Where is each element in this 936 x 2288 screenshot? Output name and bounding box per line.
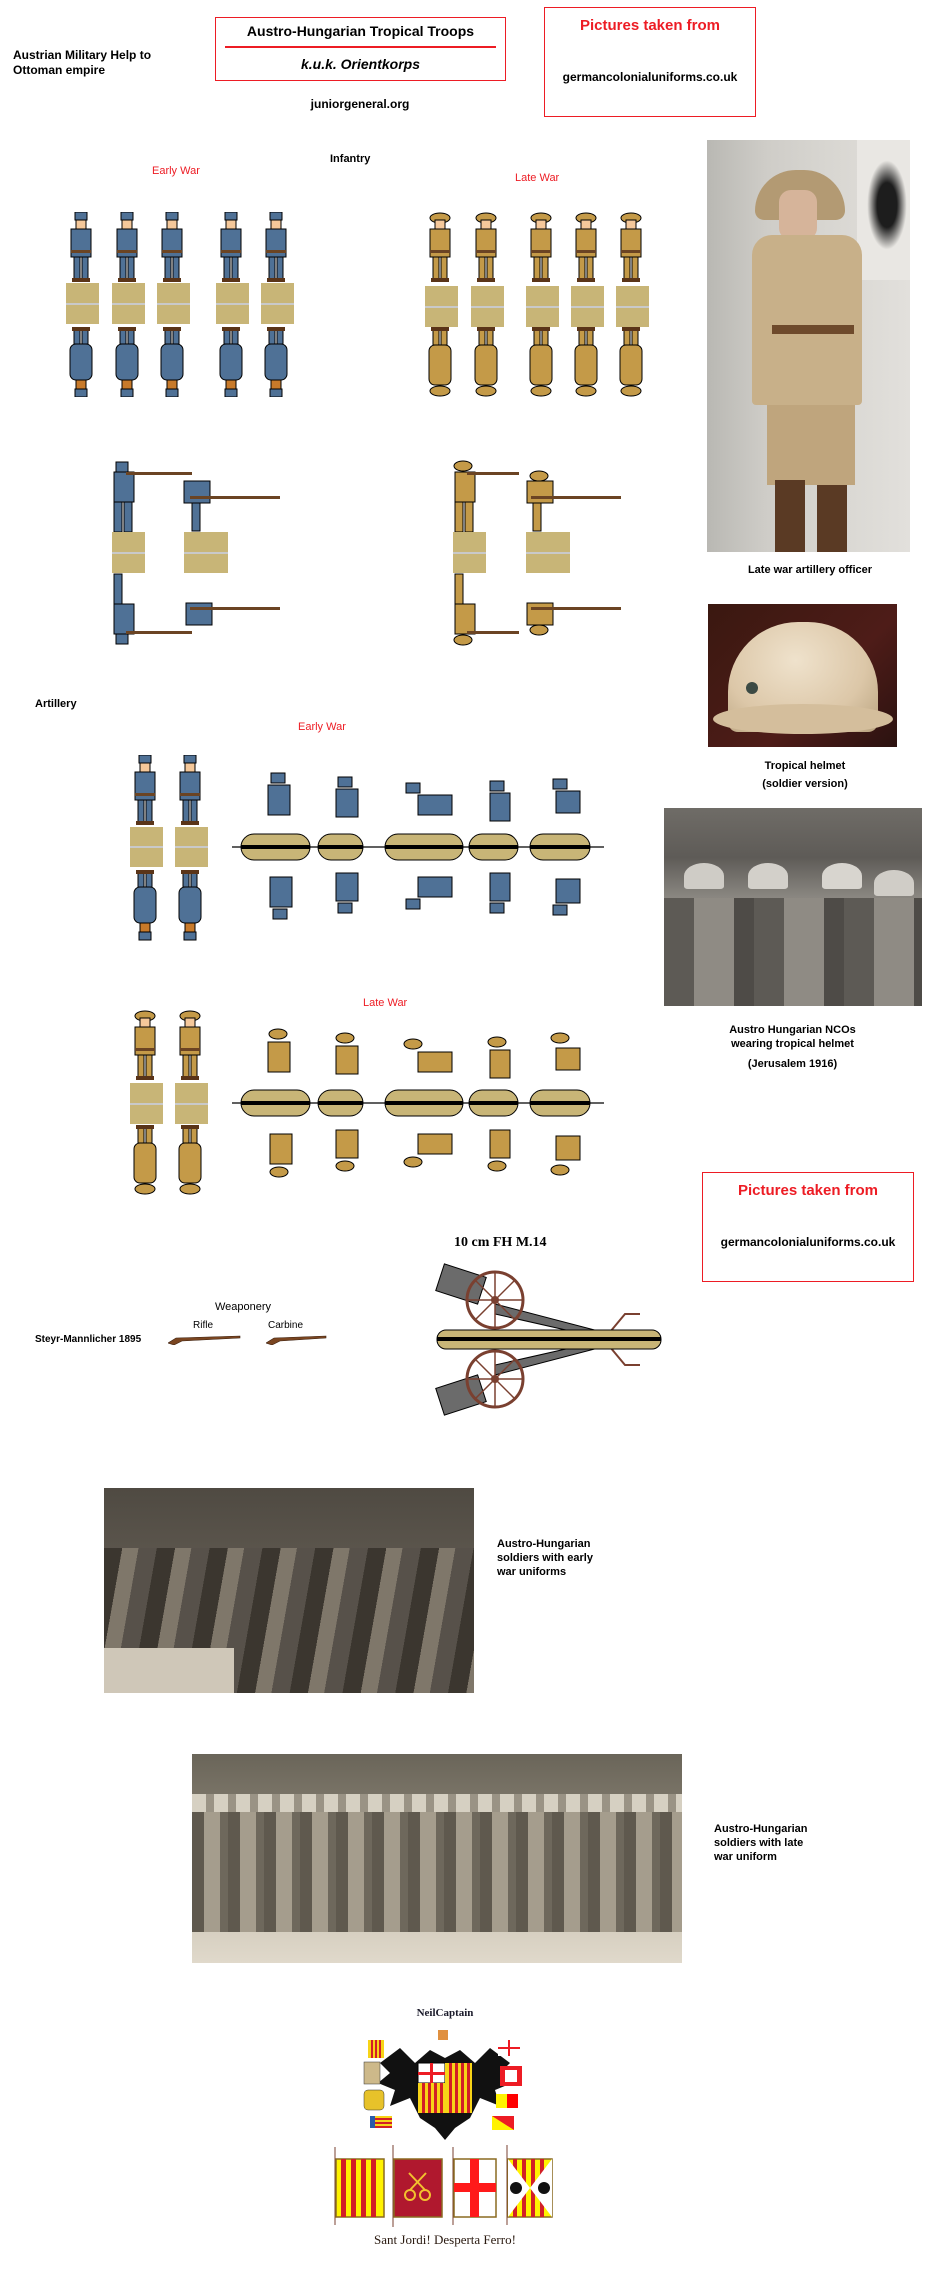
soldiers-shapes (664, 898, 922, 1006)
helmet-badge (746, 682, 758, 694)
road-shape (104, 1648, 234, 1693)
nco-caption-line1: Austro Hungarian NCOs (729, 1024, 856, 1036)
figure-base (112, 283, 145, 324)
figure-base (112, 532, 145, 573)
author-signature: NeilCaptain (416, 2007, 474, 2019)
page-subtitle: k.u.k. Orientkorps (300, 56, 421, 72)
officer-face (779, 190, 817, 240)
page-title: Austro-Hungarian Tropical Troops (246, 23, 475, 39)
site-link[interactable]: juniorgeneral.org (310, 97, 410, 111)
figure-base (157, 283, 190, 324)
helmet-caption-line1: Tropical helmet (764, 760, 846, 772)
early-artillery-crew (128, 755, 608, 945)
nco-caption-line2: wearing tropical helmet (731, 1038, 854, 1050)
figure-base (526, 286, 559, 327)
officer-tunic (752, 235, 862, 405)
rifle-icon (168, 1333, 243, 1345)
late-uniform-photo (192, 1754, 682, 1963)
late-artillery-crew (128, 1010, 608, 1200)
rifle-label: Rifle (193, 1320, 214, 1331)
nco-caption (680, 1023, 905, 1071)
late-caption-line2: soldiers with late (714, 1837, 804, 1849)
early-photo-caption (497, 1537, 637, 1579)
soldiers-row (192, 1812, 682, 1932)
late-caption-line3: war uniform (714, 1851, 777, 1863)
early-firing-figures (110, 458, 290, 648)
figure-base (261, 283, 294, 324)
credit-url[interactable]: germancolonialuniforms.co.uk (562, 70, 738, 84)
early-caption-line3: war uniforms (497, 1566, 567, 1578)
early-infantry-sheet (66, 212, 326, 397)
late-firing-figures (451, 458, 631, 648)
helmet-shape (822, 863, 862, 889)
howitzer-sheet (435, 1252, 665, 1427)
credit-url-2[interactable]: germancolonialuniforms.co.uk (720, 1235, 896, 1249)
motto: Sant Jordi! Desperta Ferro! (374, 2232, 516, 2247)
weaponry-heading: Weaponery (215, 1301, 272, 1313)
officer-caption: Late war artillery officer (747, 564, 873, 576)
banners-row (330, 2145, 560, 2227)
helmet-shape (684, 863, 724, 889)
helmet-shape (874, 870, 914, 896)
gun-label: 10 cm FH M.14 (454, 1235, 547, 1250)
figure-base (526, 532, 570, 573)
carbine-icon (266, 1333, 328, 1345)
late-photo-caption (714, 1822, 854, 1864)
officer-boot-left (775, 480, 805, 552)
early-caption-line2: soldiers with early (497, 1552, 593, 1564)
figure-base (571, 286, 604, 327)
officer-boot-right (817, 485, 847, 552)
side-title-line2: Ottoman empire (13, 63, 106, 77)
nco-caption-line3: (Jerusalem 1916) (747, 1058, 838, 1070)
late-caption-line1: Austro-Hungarian (714, 1823, 808, 1835)
credit-box (544, 7, 756, 117)
artillery-early-label: Early War (298, 721, 346, 733)
figure-base (425, 286, 458, 327)
figure-base (130, 827, 163, 867)
early-caption-line1: Austro-Hungarian (497, 1538, 591, 1550)
side-title (13, 48, 203, 78)
figure-base (66, 283, 99, 324)
helmet-caption (700, 759, 910, 791)
nco-photo (664, 808, 922, 1006)
title-divider (225, 46, 496, 48)
infantry-early-label: Early War (152, 165, 200, 177)
howitzer-icon (435, 1252, 665, 1427)
figure-base (453, 532, 486, 573)
credit-heading: Pictures taken from (579, 17, 721, 34)
helmet-photo (708, 604, 897, 747)
officer-belt (772, 325, 854, 334)
early-uniform-photo (104, 1488, 474, 1693)
figure-base (184, 532, 228, 573)
artillery-late-label: Late War (363, 997, 408, 1009)
helmets-row (192, 1794, 682, 1812)
helmet-brim (713, 704, 893, 734)
side-title-line1: Austrian Military Help to (13, 48, 152, 62)
helmet-caption-line2: (soldier version) (762, 778, 848, 790)
officer-breeches (767, 405, 855, 485)
carbine-label: Carbine (268, 1320, 304, 1331)
artillery-label: Artillery (35, 698, 77, 710)
late-infantry-sheet (425, 212, 665, 397)
coat-of-arms (360, 2028, 530, 2140)
catalan-banners-icon (330, 2145, 560, 2227)
credit-box-2 (702, 1172, 914, 1282)
infantry-label: Infantry (330, 153, 371, 165)
figure-base (471, 286, 504, 327)
rifle-model: Steyr-Mannlicher 1895 (35, 1334, 142, 1345)
double-eagle-icon (867, 160, 907, 250)
helmet-shape (748, 863, 788, 889)
figure-base (130, 1083, 163, 1124)
credit-heading-2: Pictures taken from (737, 1182, 879, 1199)
officer-photo (707, 140, 910, 552)
title-box (215, 17, 506, 81)
figure-base (175, 1083, 208, 1124)
figure-base (175, 827, 208, 867)
figure-base (616, 286, 649, 327)
figure-base (216, 283, 249, 324)
infantry-late-label: Late War (515, 172, 560, 184)
double-headed-eagle-icon (360, 2028, 530, 2140)
